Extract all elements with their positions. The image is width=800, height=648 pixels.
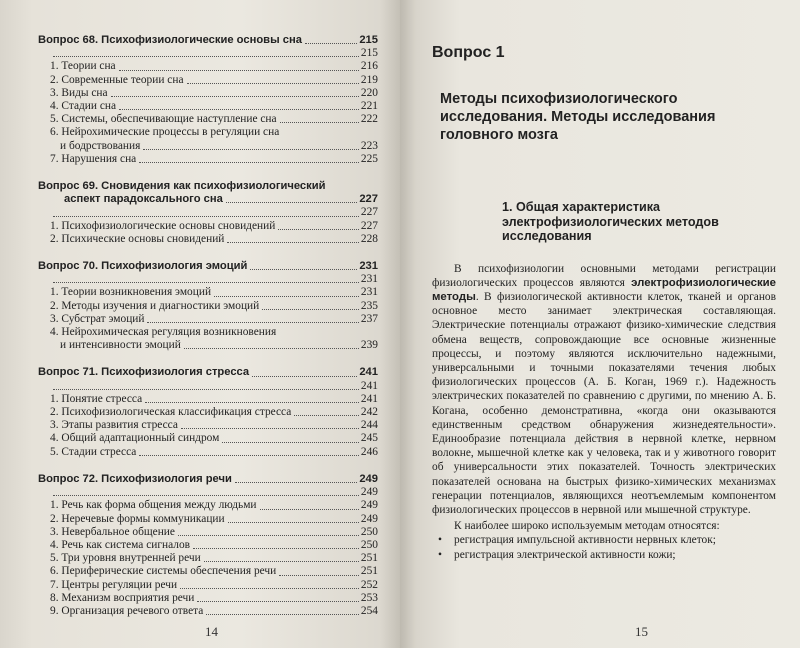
toc-entry-title: 8. Механизм восприятия речи bbox=[50, 591, 195, 604]
toc-item-row bbox=[38, 233, 378, 246]
section-heading: Методы психофизиологического исследования. Методы исследования головного мозга bbox=[440, 91, 716, 143]
toc-leader-dots bbox=[147, 322, 358, 323]
toc-entry-title: 2. Психические основы сновидений bbox=[50, 232, 225, 245]
toc-entry-title: Вопрос 72. Психофизиология речи bbox=[38, 472, 232, 485]
toc-page-number: 253 bbox=[360, 591, 378, 604]
toc-page-number: 215 bbox=[359, 34, 378, 46]
toc-item-row bbox=[38, 605, 378, 618]
toc-leader-dots bbox=[145, 402, 359, 403]
toc-page-number: 249 bbox=[360, 486, 378, 499]
toc-leader-dots bbox=[178, 535, 359, 536]
page-number-right: 15 bbox=[635, 624, 648, 639]
toc-item-row bbox=[38, 380, 378, 393]
toc-question-row bbox=[38, 34, 378, 47]
toc-section bbox=[38, 473, 378, 618]
toc-leader-dots bbox=[252, 376, 357, 377]
methods-intro: К наиболее широко используемым методам относятся: bbox=[454, 520, 720, 533]
toc-page-number: 231 bbox=[359, 260, 378, 273]
toc-leader-dots bbox=[53, 56, 359, 57]
toc-leader-dots bbox=[119, 70, 359, 71]
paragraph-bold-term: электрофизиологические методы bbox=[432, 276, 776, 303]
toc-leader-dots bbox=[278, 229, 359, 230]
toc-page-number: 222 bbox=[360, 113, 378, 126]
toc-item-row bbox=[38, 74, 378, 87]
toc-leader-dots bbox=[53, 389, 359, 390]
toc-leader-dots bbox=[250, 269, 357, 270]
toc-entry-title: 1. Теории сна bbox=[50, 60, 116, 73]
toc-entry-title: 4. Общий адаптационный синдром bbox=[50, 432, 220, 445]
toc-leader-dots bbox=[143, 149, 359, 150]
toc-entry-title: 9. Организация речевого ответа bbox=[50, 604, 204, 617]
toc-question-row bbox=[38, 473, 378, 486]
toc-item-row bbox=[38, 273, 378, 286]
toc-leader-dots bbox=[187, 83, 359, 84]
toc-entry-title: и интенсивности эмоций bbox=[60, 339, 181, 352]
subsection-heading: 1. Общая характеристика электрофизиологических методов исследования bbox=[502, 200, 719, 243]
toc-item-row bbox=[38, 339, 378, 352]
toc-item-row bbox=[38, 206, 378, 219]
toc-item-row bbox=[38, 486, 378, 499]
toc-leader-dots bbox=[226, 202, 357, 203]
toc-entry-title: 2. Психофизиологическая классификация стресса bbox=[50, 406, 292, 419]
toc-leader-dots bbox=[193, 548, 359, 549]
toc-page-number: 250 bbox=[360, 525, 378, 538]
toc-leader-dots bbox=[53, 216, 359, 217]
toc-page-number: 242 bbox=[360, 406, 378, 419]
toc-leader-dots bbox=[228, 522, 359, 523]
toc-page-number: 254 bbox=[360, 604, 378, 617]
toc-page-number: 249 bbox=[359, 472, 378, 485]
toc-entry-title: 1. Понятие стресса bbox=[50, 392, 143, 405]
toc-entry-title: 7. Центры регуляции речи bbox=[50, 578, 178, 591]
toc-entry-title: 4. Нейрохимическая регуляция возникновения bbox=[50, 326, 277, 339]
toc-leader-dots bbox=[260, 509, 359, 510]
toc-page-number: 250 bbox=[360, 538, 378, 551]
toc-leader-dots bbox=[139, 162, 359, 163]
page-number-left: 14 bbox=[205, 624, 218, 639]
toc-leader-dots bbox=[279, 575, 359, 576]
toc-item-row bbox=[38, 313, 378, 326]
toc-page-number: 227 bbox=[360, 206, 378, 219]
toc-leader-dots bbox=[53, 495, 359, 496]
toc-item-row bbox=[38, 406, 378, 419]
toc-leader-dots bbox=[206, 614, 359, 615]
toc-page-number: 241 bbox=[360, 379, 378, 392]
list-item: • регистрация электрической активности кожи; bbox=[438, 548, 776, 562]
toc-page-number: 225 bbox=[360, 152, 378, 165]
toc-entry-title: Вопрос 70. Психофизиология эмоций bbox=[38, 260, 248, 273]
toc-entry-title: 3. Этапы развития стресса bbox=[50, 419, 178, 432]
toc-item-row bbox=[38, 87, 378, 100]
paragraph-end: . В физиологической активности клеток, тканей и органов основное место занимает электрическая составляющая. Электрические потенциалы отражают физико-химические следствия обмена веществ, сопровождающие все основные жизненные процессы, и поэтому являются исключительно надежными, универсальными и точными показателями течения любых физиологических процессов (А. Б. Коган, 1969 г.). Надежность электрических показателей по сравнению с другими, по мнению А. Б. Когана, особенно демонстративна, «когда они оказываются единственным средством обнаружения жизнедеятельности». Единообразие потенциала действия в нервной клетке, нервном волокне, мышечной клетке как у человека, так и у животного говорит об универсальности этих показателей. Точность электрических показателей основана на быстрых физико-химических механизмах генерации потенциалов, являющихся неотъемлемым компонентом физиологических процессов в нервной или мышечной структуре. bbox=[432, 290, 776, 516]
toc-item-row bbox=[38, 579, 378, 592]
toc-entry-title: 1. Теории возникновения эмоций bbox=[50, 286, 212, 299]
toc-entry-title: 4. Стадии сна bbox=[50, 100, 117, 113]
toc-entry-title: 7. Нарушения сна bbox=[50, 152, 137, 165]
toc-entry-title: 2. Неречевые формы коммуникации bbox=[50, 512, 225, 525]
toc-leader-dots bbox=[119, 109, 359, 110]
toc-page-number: 251 bbox=[360, 565, 378, 578]
toc-item-row bbox=[38, 513, 378, 526]
toc-item-row bbox=[38, 326, 378, 339]
toc-entry-title: Вопрос 68. Психофизиологические основы сна bbox=[38, 34, 302, 46]
toc-page-number: 245 bbox=[360, 432, 378, 445]
toc-item-row bbox=[38, 126, 378, 139]
toc-item-row bbox=[38, 113, 378, 126]
toc-page-number: 227 bbox=[359, 193, 378, 206]
toc-item-row bbox=[38, 60, 378, 73]
toc-question-row bbox=[38, 260, 378, 273]
toc-leader-dots bbox=[227, 242, 359, 243]
toc-page-number: 228 bbox=[360, 232, 378, 245]
toc-question-row bbox=[38, 193, 378, 206]
toc-leader-dots bbox=[262, 309, 359, 310]
toc-page-number: 231 bbox=[360, 273, 378, 286]
toc-page-number: 246 bbox=[360, 445, 378, 458]
toc-leader-dots bbox=[204, 561, 359, 562]
toc-entry-title: 1. Речь как форма общения между людьми bbox=[50, 499, 257, 512]
paragraph-start: В психофизиологии основными методами регистрации физиологических процессов являются bbox=[432, 262, 776, 289]
toc-entry-title: 6. Периферические системы обеспечения речи bbox=[50, 565, 277, 578]
toc-leader-dots bbox=[180, 588, 359, 589]
toc-item-row bbox=[38, 300, 378, 313]
toc-page-number: 251 bbox=[360, 552, 378, 565]
toc-page-number: 219 bbox=[360, 73, 378, 86]
right-page-text bbox=[400, 0, 800, 648]
toc-leader-dots bbox=[280, 122, 359, 123]
toc-section bbox=[38, 366, 378, 458]
toc-item-row bbox=[38, 393, 378, 406]
toc-entry-title: 3. Невербальное общение bbox=[50, 525, 175, 538]
toc-item-row bbox=[38, 499, 378, 512]
toc-entry-title: 2. Методы изучения и диагностики эмоций bbox=[50, 299, 260, 312]
toc-page-number: 216 bbox=[360, 60, 378, 73]
toc-leader-dots bbox=[111, 96, 359, 97]
toc-leader-dots bbox=[197, 601, 359, 602]
toc-section bbox=[38, 180, 378, 246]
toc-entry-title: 1. Психофизиологические основы сновидений bbox=[50, 219, 276, 232]
toc-entry-title: 3. Субстрат эмоций bbox=[50, 312, 145, 325]
toc-leader-dots bbox=[222, 442, 359, 443]
methods-list bbox=[432, 533, 776, 561]
toc-item-row bbox=[38, 565, 378, 578]
toc-page-number: 241 bbox=[360, 392, 378, 405]
toc-entry-title: 3. Виды сна bbox=[50, 86, 108, 99]
toc-page-number: 239 bbox=[360, 339, 378, 352]
toc-item-row bbox=[38, 153, 378, 166]
toc-item-row bbox=[38, 47, 378, 60]
toc-item-row bbox=[38, 220, 378, 233]
toc-page-number: 227 bbox=[360, 219, 378, 232]
toc-leader-dots bbox=[181, 428, 359, 429]
toc-page-number: 249 bbox=[360, 512, 378, 525]
toc-entry-title: 2. Современные теории сна bbox=[50, 73, 184, 86]
toc-leader-dots bbox=[235, 482, 357, 483]
toc-leader-dots bbox=[184, 348, 359, 349]
toc-entry-title: Вопрос 69. Сновидения как психофизиологический bbox=[38, 180, 326, 193]
toc-page-number: 244 bbox=[360, 419, 378, 432]
toc-section bbox=[38, 34, 378, 166]
body-paragraph bbox=[432, 262, 776, 518]
toc-entry-title: 6. Нейрохимические процессы в регуляции сна bbox=[50, 126, 280, 139]
toc-page-number: 249 bbox=[360, 499, 378, 512]
toc-item-row bbox=[38, 140, 378, 153]
chapter-title: Вопрос 1 bbox=[432, 44, 505, 61]
toc-page-number: 220 bbox=[360, 86, 378, 99]
toc-entry-title: 5. Системы, обеспечивающие наступление сна bbox=[50, 113, 277, 126]
toc-leader-dots bbox=[305, 43, 357, 44]
toc-entry-title: Вопрос 71. Психофизиология стресса bbox=[38, 366, 250, 379]
toc-question-row bbox=[38, 180, 378, 193]
toc-entry-title: 5. Стадии стресса bbox=[50, 445, 137, 458]
toc-leader-dots bbox=[139, 455, 359, 456]
toc-entry-title: 4. Речь как система сигналов bbox=[50, 538, 191, 551]
toc-page-number: 235 bbox=[360, 299, 378, 312]
toc-item-row bbox=[38, 419, 378, 432]
toc-leader-dots bbox=[214, 296, 359, 297]
toc-leader-dots bbox=[294, 415, 359, 416]
list-item: • регистрация импульсной активности нервных клеток; bbox=[438, 533, 776, 547]
toc-item-row bbox=[38, 446, 378, 459]
toc-entry-title: аспект парадоксального сна bbox=[64, 193, 223, 206]
toc-page-number: 223 bbox=[360, 139, 378, 152]
toc-page-number: 241 bbox=[359, 366, 378, 379]
toc-page-number: 237 bbox=[360, 312, 378, 325]
toc-item-row bbox=[38, 592, 378, 605]
toc-item-row bbox=[38, 526, 378, 539]
toc-item-row bbox=[38, 539, 378, 552]
toc-entry-title: и бодрствования bbox=[60, 139, 141, 152]
toc-question-row bbox=[38, 366, 378, 379]
toc-leader-dots bbox=[53, 282, 359, 283]
toc-page-number: 252 bbox=[360, 578, 378, 591]
toc-page-number: 231 bbox=[360, 286, 378, 299]
toc-item-row bbox=[38, 286, 378, 299]
toc-item-row bbox=[38, 432, 378, 445]
toc-item-row bbox=[38, 100, 378, 113]
toc-section bbox=[38, 260, 378, 352]
toc-item-row bbox=[38, 552, 378, 565]
toc-page-number: 215 bbox=[360, 47, 378, 60]
toc-page-number: 221 bbox=[360, 100, 378, 113]
toc-entry-title: 5. Три уровня внутренней речи bbox=[50, 552, 201, 565]
